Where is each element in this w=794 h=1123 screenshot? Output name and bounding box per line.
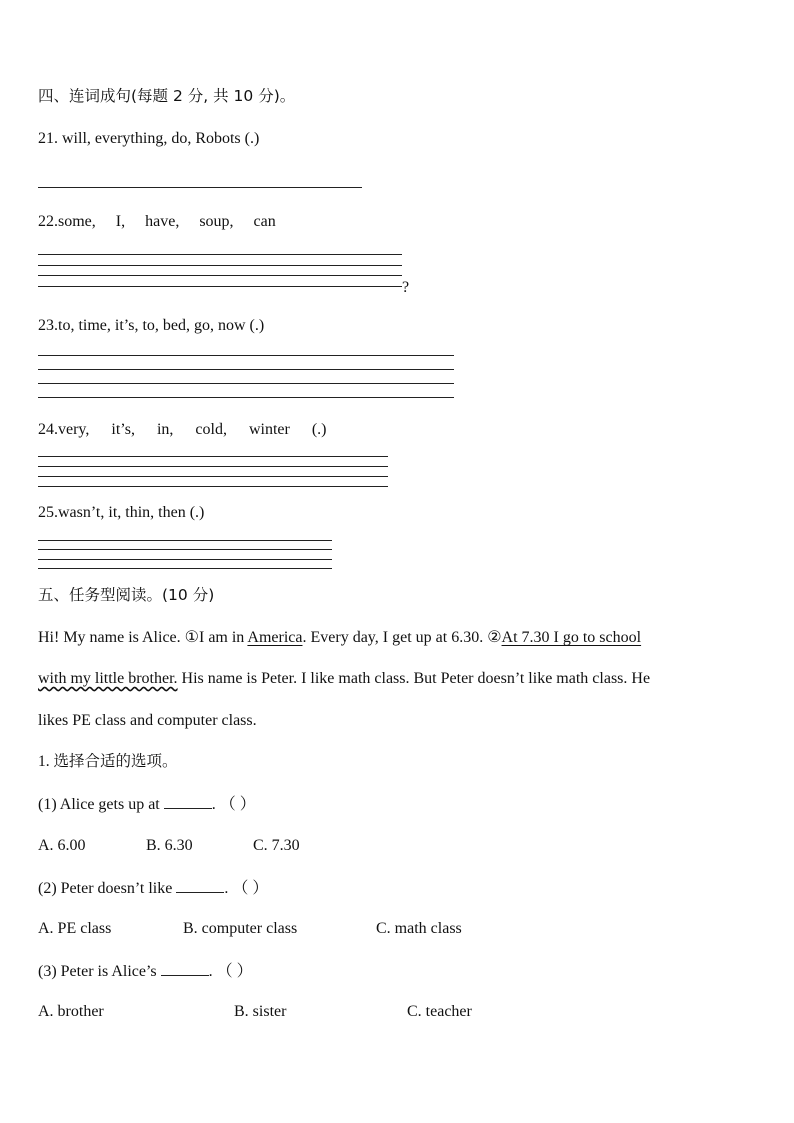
word: can [253, 213, 276, 230]
task-1-heading: 1. 选择合适的选项。 [38, 753, 178, 770]
answer-line-22[interactable] [38, 265, 402, 266]
word: it’s, [111, 421, 135, 438]
question-tail: . [208, 963, 213, 980]
option-3c[interactable]: C. teacher [407, 1003, 472, 1020]
question-number: 22. [38, 213, 58, 230]
answer-line-24[interactable] [38, 466, 388, 467]
mc-question-1 [38, 794, 256, 815]
question-stem: (1) Alice gets up at [38, 796, 160, 813]
answer-parentheses[interactable]: （ ） [232, 880, 269, 897]
question-tail: . [211, 796, 216, 813]
question-stem: (3) Peter is Alice’s [38, 963, 157, 980]
underlined-text: with my little brother. [38, 670, 178, 687]
answer-line-25[interactable] [38, 559, 332, 560]
option-1c[interactable]: C. 7.30 [253, 837, 300, 854]
question-25: 25.wasn’t, it, thin, then (.) [38, 504, 205, 521]
answer-line-23[interactable] [38, 397, 454, 398]
question-21: 21. will, everything, do, Robots (.) [38, 130, 260, 147]
question-24 [38, 420, 326, 440]
word: some, [58, 213, 96, 230]
answer-line-25[interactable] [38, 568, 332, 569]
answer-line-25[interactable] [38, 549, 332, 550]
passage-line-2 [38, 669, 756, 689]
section-5-title: 五、任务型阅读。(10 分) [38, 586, 215, 604]
word: soup, [199, 213, 234, 230]
answer-line-23[interactable] [38, 383, 454, 384]
answer-blank[interactable] [176, 878, 224, 893]
option-2a[interactable]: A. PE class [38, 920, 112, 937]
question-22 [38, 212, 276, 232]
answer-parentheses[interactable]: （ ） [219, 796, 256, 813]
passage-line-1 [38, 628, 756, 648]
option-3a[interactable]: A. brother [38, 1003, 104, 1020]
answer-line-22[interactable] [38, 275, 402, 276]
answer-line-21[interactable] [38, 187, 362, 188]
underlined-text: America [247, 629, 303, 646]
word: have, [145, 213, 180, 230]
passage-text: His name is Peter. I like math class. But Peter doesn’t like math class. He [177, 670, 651, 687]
option-2c[interactable]: C. math class [376, 920, 462, 937]
answer-blank[interactable] [161, 961, 209, 976]
answer-line-24[interactable] [38, 476, 388, 477]
answer-line-23[interactable] [38, 369, 454, 370]
option-3b[interactable]: B. sister [234, 1003, 287, 1020]
question-number: 24. [38, 421, 58, 438]
answer-line-24[interactable] [38, 486, 388, 487]
passage-line-3: likes PE class and computer class. [38, 712, 257, 729]
mc-question-2 [38, 878, 268, 899]
word: I, [115, 213, 126, 230]
option-2b[interactable]: B. computer class [183, 920, 298, 937]
question-22-end-mark: ? [402, 279, 410, 296]
answer-parentheses[interactable]: （ ） [216, 963, 253, 980]
word: cold, [195, 421, 227, 438]
question-tail: . [224, 880, 229, 897]
option-1b[interactable]: B. 6.30 [146, 837, 193, 854]
word: winter [248, 421, 290, 438]
answer-line-22[interactable] [38, 286, 402, 287]
question-23: 23.to, time, it’s, to, bed, go, now (.) [38, 317, 265, 334]
mc-question-3 [38, 961, 253, 982]
word: in, [156, 421, 174, 438]
answer-line-23[interactable] [38, 355, 454, 356]
answer-line-22[interactable] [38, 254, 402, 255]
word: (.) [311, 421, 327, 438]
answer-line-24[interactable] [38, 456, 388, 457]
passage-text: . Every day, I get up at 6.30. ② [302, 629, 502, 646]
answer-blank[interactable] [164, 794, 212, 809]
section-4-title: 四、连词成句(每题 2 分, 共 10 分)。 [38, 87, 296, 105]
question-stem: (2) Peter doesn’t like [38, 880, 173, 897]
answer-line-25[interactable] [38, 540, 332, 541]
passage-text: Hi! My name is Alice. ①I am in [38, 629, 248, 646]
option-1a[interactable]: A. 6.00 [38, 837, 86, 854]
underlined-text: At 7.30 I go to school [501, 629, 642, 646]
word: very, [58, 421, 90, 438]
